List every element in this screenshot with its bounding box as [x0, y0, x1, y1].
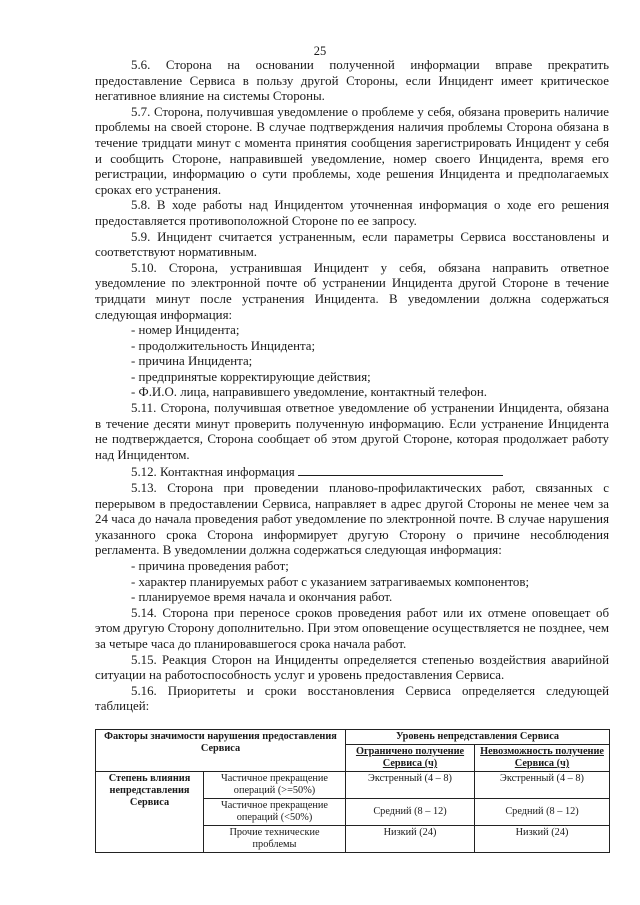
paragraph: 5.6. Сторона на основании полученной информации вправе прекратить предоставление Сервиса в пользу другой Стороны, если Инцидент имеет критическое негативное влияние на системы Стороны. [95, 58, 609, 104]
header-level: Уровень непредставления Сервиса [346, 730, 610, 745]
limited-cell: Низкий (24) [346, 826, 475, 853]
factor-cell: Частичное прекращение операций (>=50%) [204, 772, 346, 799]
paragraph: 5.8. В ходе работы над Инцидентом уточненная информация о ходе его решения предоставляется противоположной Стороне по ее запросу. [95, 198, 609, 228]
row-group-label: Степень влияния непредставления Сервиса [96, 772, 204, 853]
priority-table [95, 729, 610, 853]
list-item: - характер планируемых работ с указанием затрагиваемых компонентов; [131, 574, 530, 589]
paragraph: 5.7. Сторона, получившая уведомление о проблеме у себя, обязана проверить наличие проблемы на своей стороне. В случае подтверждения наличия проблемы Сторона обязана в течение тридцати минут с момента принятия сообщения зарегистрировать Инцидент у себя и сообщить Стороне, направившей уведомление, номер своего Инцидента, время его регистрации, информацию о сути проблемы, ходе решения Инцидента и предполагаемых сроках его устранения. [95, 104, 609, 197]
paragraph: 5.16. Приоритеты и сроки восстановления Сервиса определяется следующей таблицей: [95, 683, 609, 714]
list-item: - предпринятые корректирующие действия; [131, 369, 371, 384]
list-item: - Ф.И.О. лица, направившего уведомление, контактный телефон. [131, 385, 487, 400]
contact-info-line: 5.12. Контактная информация [95, 463, 609, 481]
limited-cell: Средний (8 – 12) [346, 799, 475, 826]
impossible-cell: Низкий (24) [475, 826, 610, 853]
header-limited: Ограничено получение Сервиса (ч) [346, 745, 475, 772]
limited-cell: Экстренный (4 – 8) [346, 772, 475, 799]
list-item: - планируемое время начала и окончания работ. [131, 590, 393, 605]
list-item: - продолжительность Инцидента; [131, 338, 316, 353]
contact-info-blank [298, 463, 503, 476]
header-impossible: Невозможность получение Сервиса (ч) [475, 745, 610, 772]
table-header-row [96, 730, 610, 745]
impossible-cell: Средний (8 – 12) [475, 799, 610, 826]
page-number: 25 [313, 44, 327, 58]
factor-cell: Частичное прекращение операций (<50%) [204, 799, 346, 826]
paragraph: 5.15. Реакция Сторон на Инциденты определяется степенью воздействия аварийной ситуации на работоспособность услуг и уровень предоставления Сервиса. [95, 652, 609, 683]
impossible-cell: Экстренный (4 – 8) [475, 772, 610, 799]
list-item: - причина Инцидента; [131, 354, 253, 369]
list-item: - причина проведения работ; [131, 559, 289, 573]
header-factors: Факторы значимости нарушения предоставления Сервиса [96, 730, 346, 772]
paragraph: 5.9. Инцидент считается устраненным, если параметры Сервиса восстановлены и соответствуют нормативным. [95, 229, 609, 260]
body-text [95, 58, 609, 715]
paragraph: 5.10. Сторона, устранившая Инцидент у себя, обязана направить ответное уведомление по электронной почте об устранении Инцидента другой Стороне в течение тридцати минут после устранения Инцидента. В уведомлении должна содержаться следующая информация: [95, 260, 609, 322]
factor-cell: Прочие технические проблемы [204, 826, 346, 853]
paragraph: 5.14. Сторона при переносе сроков проведения работ или их отмене оповещает об этом другую Сторону дополнительно. При этом оповещение осуществляется не позднее, чем за четыре часа до планировавшегося срока начала работ. [95, 605, 609, 651]
list-item: - номер Инцидента; [131, 323, 240, 338]
table-row [96, 772, 610, 799]
paragraph: 5.13. Сторона при проведении планово-профилактических работ, связанных с перерывом в предоставлении Сервиса, направляет в адрес другой Стороны не менее чем за 24 часа до начала проведения работ уведомление по электронной почте. В случае нарушения указанного срока Сторона информирует другую Сторону о причине несоблюдения регламента. В уведомлении должна содержаться следующая информация: [95, 481, 609, 558]
paragraph: 5.11. Сторона, получившая ответное уведомление об устранении Инцидента, обязана в течение десяти минут проверить полученную информацию. Если устранение Инцидента не подтверждается, Сторона сообщает об этом другой Стороне, которая продолжает работу над Инцидентом. [95, 401, 609, 462]
